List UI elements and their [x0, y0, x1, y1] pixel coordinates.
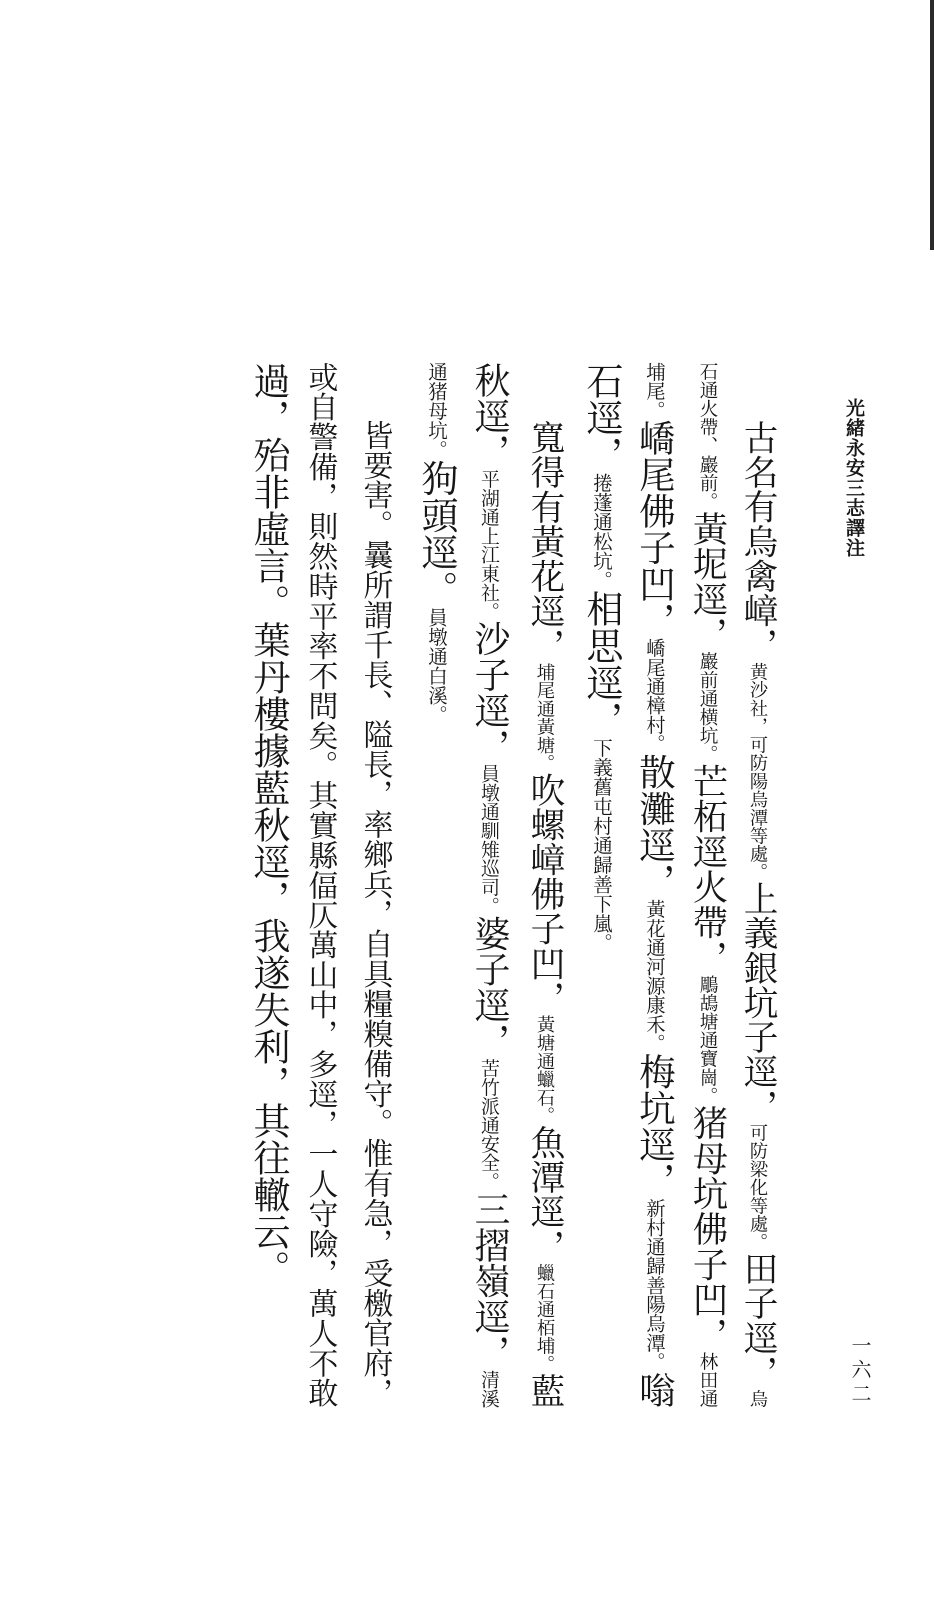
- scan-edge-shadow: [930, 0, 934, 250]
- annotation-note: 林田通: [697, 1352, 718, 1408]
- text-column: [689, 362, 726, 1408]
- annotation-note: 嶠尾通樟村。: [643, 638, 667, 754]
- annotation-note: 員墩通白溪。: [425, 607, 448, 725]
- annotation-note: 捲蓬通松坑。: [590, 473, 613, 590]
- main-text: 魚潭逕，: [524, 1124, 564, 1264]
- annotation-note: 巖前通横坑。: [697, 651, 718, 764]
- main-text: 嶠尾佛子凹，: [633, 419, 677, 639]
- running-header: 光緒永安三志譯注: [843, 398, 865, 558]
- annotation-note: 下義舊屯村通歸善下嵐。: [590, 738, 613, 953]
- text-column: [739, 420, 776, 1408]
- text-column: [415, 362, 458, 725]
- main-text: 藍: [524, 1373, 564, 1408]
- annotation-note: 鵰鴣塘通寶崗。: [697, 975, 718, 1106]
- main-text: 古名有烏禽嶂，: [737, 420, 777, 663]
- annotation-note: 員墩通馴雉巡司。: [478, 764, 500, 916]
- main-text: 嗡: [633, 1371, 677, 1408]
- text-column: [357, 420, 394, 1408]
- main-text: 寬得有黃花逕，: [524, 420, 564, 663]
- main-text: 黃坭逕，: [687, 510, 728, 652]
- main-text: 狗頭逕。: [415, 459, 458, 608]
- main-text: 猪母坑佛子凹，: [687, 1105, 728, 1353]
- main-text: 上義銀坑子逕，: [737, 881, 777, 1124]
- text-column: [633, 362, 677, 1408]
- main-text: 石逕，: [580, 362, 623, 473]
- annotation-note: 黃塘通蠟石。: [534, 1015, 555, 1125]
- annotation-note: 平湖通上江東社。: [478, 469, 500, 621]
- annotation-note: 石通火帶、巖前。: [697, 362, 718, 511]
- main-text: 芒柘逕火帶，: [687, 763, 728, 975]
- annotation-note: 埔尾通黃塘。: [534, 662, 555, 773]
- main-text: 秋逕，: [469, 362, 510, 470]
- main-text: 過，殆非虛言。葉丹樓據藍秋逕，我遂失利，其往轍云。: [247, 362, 290, 1287]
- text-column: [526, 420, 563, 1408]
- page-number: 一六二: [848, 1335, 872, 1407]
- text-column: [302, 362, 339, 1408]
- annotation-note: 新村通歸善陽烏潭。: [643, 1198, 667, 1372]
- main-text: 吹螺嶂佛子凹，: [524, 772, 564, 1016]
- text-column: [580, 362, 623, 953]
- text-column: [247, 362, 290, 1287]
- annotation-note: 黃花通河源康禾。: [643, 899, 667, 1053]
- main-text: 或自警備，則然時平率不問矣。其實縣偪仄萬山中，多逕，一人守險，萬人不敢: [303, 362, 338, 1408]
- main-text: 皆要害。曩所謂千長、隘長，率鄉兵，自具糧糗備守。惟有急，受檄官府，: [358, 420, 393, 1408]
- annotation-note: 蠟石通栢埔。: [534, 1263, 555, 1374]
- annotation-note: 埔尾。: [643, 362, 667, 420]
- annotation-note: 可防梁化等處。: [747, 1123, 768, 1252]
- main-text: 婆子逕，: [469, 915, 510, 1059]
- main-text: 散灘逕，: [633, 753, 677, 900]
- annotation-note: 黄沙社，可防陽烏潭等處。: [747, 662, 768, 882]
- main-text: 梅坑逕，: [633, 1052, 677, 1199]
- annotation-note: 苦竹派通安全。: [478, 1058, 500, 1191]
- main-text: 田子逕，: [737, 1251, 777, 1390]
- main-text: 沙子逕，: [469, 620, 510, 765]
- annotation-note: 烏: [747, 1389, 768, 1408]
- text-column: [471, 362, 508, 1408]
- main-text: 三摺嶺逕，: [469, 1190, 510, 1371]
- main-text: 相思逕，: [580, 590, 623, 738]
- annotation-note: 通猪母坑。: [425, 362, 448, 460]
- annotation-note: 清溪: [478, 1370, 500, 1408]
